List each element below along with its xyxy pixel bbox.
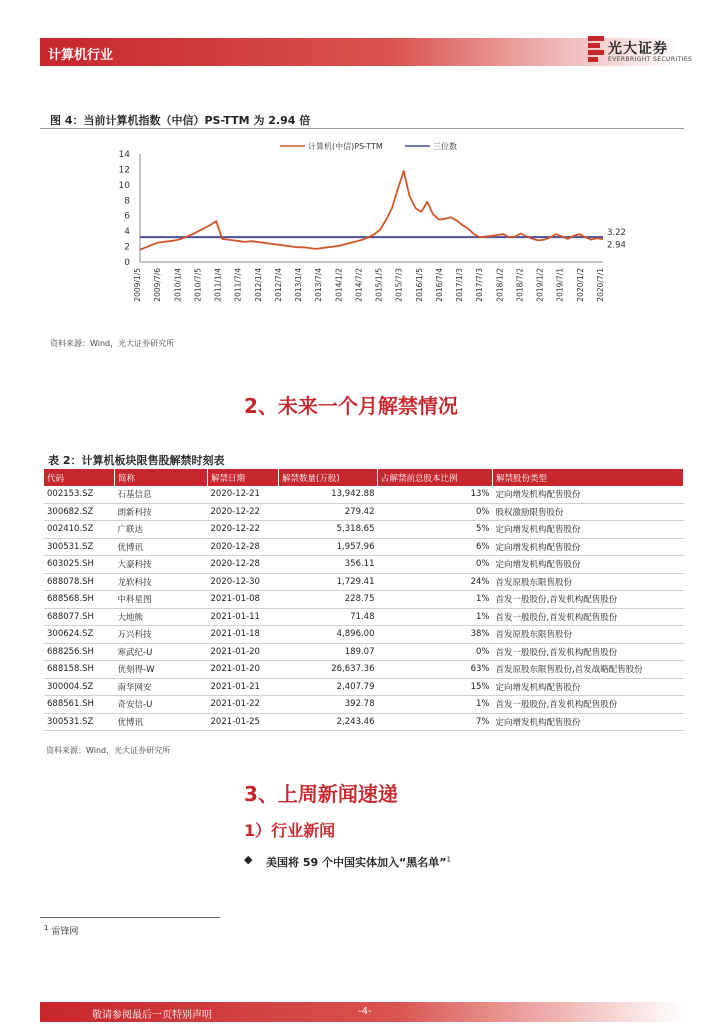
cell-name: 优博讯 <box>115 538 208 556</box>
x-tick-label: 2016/1/5 <box>414 268 424 302</box>
cell-code: 002410.SZ <box>44 521 115 539</box>
cell-date: 2021-01-20 <box>208 643 279 661</box>
cell-name: 龙软科技 <box>115 573 208 591</box>
cell-quantity: 279.42 <box>279 503 378 521</box>
cell-code: 300531.SZ <box>44 538 115 556</box>
cell-ratio: 1% <box>378 696 493 714</box>
cell-ratio: 24% <box>378 573 493 591</box>
y-tick-label: 12 <box>118 165 130 176</box>
cell-quantity: 1,957.96 <box>279 538 378 556</box>
cell-type: 定向增发机构配售股份 <box>493 713 684 731</box>
col-ratio: 占解禁前总股本比例 <box>378 469 493 486</box>
cell-code: 688561.SH <box>44 696 115 714</box>
cell-ratio: 1% <box>378 608 493 626</box>
section-3-title: 3、上周新闻速递 <box>244 782 398 806</box>
cell-date: 2021-01-18 <box>208 626 279 644</box>
cell-date: 2021-01-25 <box>208 713 279 731</box>
cell-type: 定向增发机构配售股份 <box>493 678 684 696</box>
table-row <box>44 573 684 591</box>
cell-quantity: 5,318.65 <box>279 521 378 539</box>
table-row <box>44 678 684 696</box>
y-tick-label: 14 <box>118 150 130 160</box>
cell-name: 寒武纪-U <box>115 643 208 661</box>
cell-type: 定向增发机构配售股份 <box>493 486 684 503</box>
cell-quantity: 1,729.41 <box>279 573 378 591</box>
cell-type: 首发一般股份,首发机构配售股份 <box>493 696 684 714</box>
x-tick-label: 2020/7/1 <box>596 268 605 302</box>
cell-ratio: 0% <box>378 556 493 574</box>
cell-date: 2021-01-22 <box>208 696 279 714</box>
table-row <box>44 503 684 521</box>
x-tick-label: 2020/1/2 <box>575 268 585 302</box>
cell-quantity: 4,896.00 <box>279 626 378 644</box>
table-row <box>44 486 684 503</box>
cell-quantity: 392.78 <box>279 696 378 714</box>
cell-name: 优博讯 <box>115 713 208 731</box>
cell-name: 中科星图 <box>115 591 208 609</box>
y-tick-label: 10 <box>118 180 130 191</box>
cell-date: 2021-01-20 <box>208 661 279 679</box>
footer-disclaimer: 敬请参阅最后一页特别声明 <box>92 1010 212 1021</box>
end-label-median: 3.22 <box>607 228 626 239</box>
cell-quantity: 71.48 <box>279 608 378 626</box>
cell-code: 688256.SH <box>44 643 115 661</box>
y-tick-label: 0 <box>124 258 130 268</box>
figure-source: 资料来源：Wind，光大证券研究所 <box>50 339 175 348</box>
x-tick-label: 2014/1/2 <box>334 268 344 302</box>
table-row <box>44 538 684 556</box>
x-tick-label: 2019/1/2 <box>535 268 545 302</box>
cell-type: 定向增发机构配售股份 <box>493 556 684 574</box>
cell-ratio: 0% <box>378 643 493 661</box>
cell-quantity: 26,637.36 <box>279 661 378 679</box>
cell-type: 首发原股东限售股份 <box>493 626 684 644</box>
legend-label-median: 三位数 <box>433 142 457 151</box>
x-tick-label: 2019/7/1 <box>555 268 565 302</box>
cell-code: 300682.SZ <box>44 503 115 521</box>
x-tick-label: 2015/7/3 <box>394 268 404 302</box>
cell-date: 2020-12-28 <box>208 556 279 574</box>
cell-name: 大地熊 <box>115 608 208 626</box>
legend-label-ps: 计算机(中信)PS-TTM <box>308 142 383 151</box>
cell-name: 大豪科技 <box>115 556 208 574</box>
table-row <box>44 626 684 644</box>
cell-quantity: 13,942.88 <box>279 486 378 503</box>
cell-code: 688158.SH <box>44 661 115 679</box>
cell-date: 2020-12-28 <box>208 538 279 556</box>
x-tick-label: 2009/7/6 <box>153 268 163 302</box>
x-tick-label: 2010/7/5 <box>193 268 203 302</box>
footnote-rule <box>40 917 220 918</box>
table-row <box>44 608 684 626</box>
cell-name: 奇安信-U <box>115 696 208 714</box>
x-tick-label: 2018/1/2 <box>495 268 505 302</box>
header-bar <box>40 38 680 66</box>
table-row <box>44 661 684 679</box>
cell-ratio: 15% <box>378 678 493 696</box>
x-tick-label: 2017/1/3 <box>455 268 465 302</box>
col-quantity: 解禁数量(万股) <box>279 469 378 486</box>
col-type: 解禁股份类型 <box>493 469 684 486</box>
x-tick-label: 2012/7/4 <box>273 268 283 302</box>
x-tick-label: 2011/1/4 <box>213 268 223 302</box>
table-row <box>44 591 684 609</box>
cell-type: 股权激励限售股份 <box>493 503 684 521</box>
cell-type: 定向增发机构配售股份 <box>493 538 684 556</box>
cell-ratio: 6% <box>378 538 493 556</box>
col-code: 代码 <box>44 469 115 486</box>
table-row <box>44 521 684 539</box>
cell-quantity: 2,407.79 <box>279 678 378 696</box>
cell-name: 石基信息 <box>115 486 208 503</box>
subsection-title: 1）行业新闻 <box>244 821 336 840</box>
cell-quantity: 2,243.46 <box>279 713 378 731</box>
y-tick-label: 4 <box>124 227 130 238</box>
cell-date: 2020-12-30 <box>208 573 279 591</box>
footnote-ref: 1 <box>446 855 451 864</box>
cell-name: 南华网安 <box>115 678 208 696</box>
cell-ratio: 38% <box>378 626 493 644</box>
y-tick-label: 6 <box>124 211 130 222</box>
cell-date: 2020-12-22 <box>208 521 279 539</box>
x-tick-label: 2011/7/4 <box>233 268 243 302</box>
cell-date: 2020-12-22 <box>208 503 279 521</box>
x-tick-label: 2016/7/4 <box>434 268 444 302</box>
table-row <box>44 713 684 731</box>
cell-type: 首发原股东限售股份 <box>493 573 684 591</box>
news-bullet-text: 美国将 59 个中国实体加入“黑名单” <box>266 856 447 869</box>
cell-code: 300004.SZ <box>44 678 115 696</box>
col-date: 解禁日期 <box>208 469 279 486</box>
y-tick-label: 2 <box>124 242 130 253</box>
x-tick-label: 2014/7/2 <box>354 268 364 302</box>
table-caption: 表 2：计算机板块限售股解禁时刻表 <box>48 454 225 467</box>
cell-date: 2020-12-21 <box>208 486 279 503</box>
cell-code: 603025.SH <box>44 556 115 574</box>
bullet-diamond-icon: ◆ <box>244 853 253 866</box>
x-tick-label: 2017/7/3 <box>475 268 485 302</box>
caption-rule <box>40 128 684 129</box>
news-bullet <box>266 854 451 870</box>
footnote-marker: 1 <box>44 924 49 932</box>
cell-name: 广联达 <box>115 521 208 539</box>
cell-type: 首发一般股份,首发机构配售股份 <box>493 643 684 661</box>
cell-ratio: 13% <box>378 486 493 503</box>
section-2-title: 2、未来一个月解禁情况 <box>244 394 458 418</box>
cell-code: 688078.SH <box>44 573 115 591</box>
footnote-text: 雷锋网 <box>51 927 79 937</box>
table-source: 资料来源：Wind，光大证券研究所 <box>46 746 171 755</box>
cell-quantity: 228.75 <box>279 591 378 609</box>
end-label-current: 2.94 <box>607 240 626 251</box>
x-tick-label: 2009/1/5 <box>133 268 142 302</box>
cell-ratio: 7% <box>378 713 493 731</box>
table-header-row <box>44 469 684 486</box>
x-tick-label: 2018/7/2 <box>515 268 525 302</box>
x-tick-label: 2013/7/4 <box>314 268 324 302</box>
cell-name: 优刻得-W <box>115 661 208 679</box>
cell-code: 300531.SZ <box>44 713 115 731</box>
brand-logo-icon <box>588 36 604 62</box>
cell-date: 2021-01-11 <box>208 608 279 626</box>
y-tick-label: 8 <box>124 196 130 207</box>
page-number: -4- <box>358 1006 372 1017</box>
cell-ratio: 1% <box>378 591 493 609</box>
unlock-table <box>44 469 684 731</box>
cell-quantity: 356.11 <box>279 556 378 574</box>
x-tick-label: 2012/1/4 <box>253 268 263 302</box>
cell-type: 首发一般股份,首发机构配售股份 <box>493 608 684 626</box>
cell-name: 万兴科技 <box>115 626 208 644</box>
cell-name: 朗新科技 <box>115 503 208 521</box>
ps-ttm-chart <box>100 134 640 340</box>
cell-code: 300624.SZ <box>44 626 115 644</box>
table-row <box>44 643 684 661</box>
cell-type: 首发原股东限售股份,首发战略配售股份 <box>493 661 684 679</box>
cell-quantity: 189.07 <box>279 643 378 661</box>
brand-name-en: EVERBRIGHT SECURITIES <box>608 56 693 63</box>
x-tick-label: 2010/1/4 <box>173 268 183 302</box>
cell-code: 688077.SH <box>44 608 115 626</box>
cell-ratio: 0% <box>378 503 493 521</box>
col-name: 简称 <box>115 469 208 486</box>
cell-ratio: 5% <box>378 521 493 539</box>
cell-code: 688568.SH <box>44 591 115 609</box>
brand-name: 光大证券 <box>608 41 668 57</box>
table-row <box>44 556 684 574</box>
cell-type: 首发一般股份,首发机构配售股份 <box>493 591 684 609</box>
cell-date: 2021-01-21 <box>208 678 279 696</box>
footnote <box>44 924 78 937</box>
cell-date: 2021-01-08 <box>208 591 279 609</box>
x-tick-label: 2015/1/5 <box>374 268 384 302</box>
header-section-title: 计算机行业 <box>48 48 114 63</box>
cell-code: 002153.SZ <box>44 486 115 503</box>
cell-type: 定向增发机构配售股份 <box>493 521 684 539</box>
x-tick-label: 2013/1/4 <box>294 268 304 302</box>
cell-ratio: 63% <box>378 661 493 679</box>
table-row <box>44 696 684 714</box>
figure-caption: 图 4：当前计算机指数（中信）PS-TTM 为 2.94 倍 <box>50 114 311 127</box>
